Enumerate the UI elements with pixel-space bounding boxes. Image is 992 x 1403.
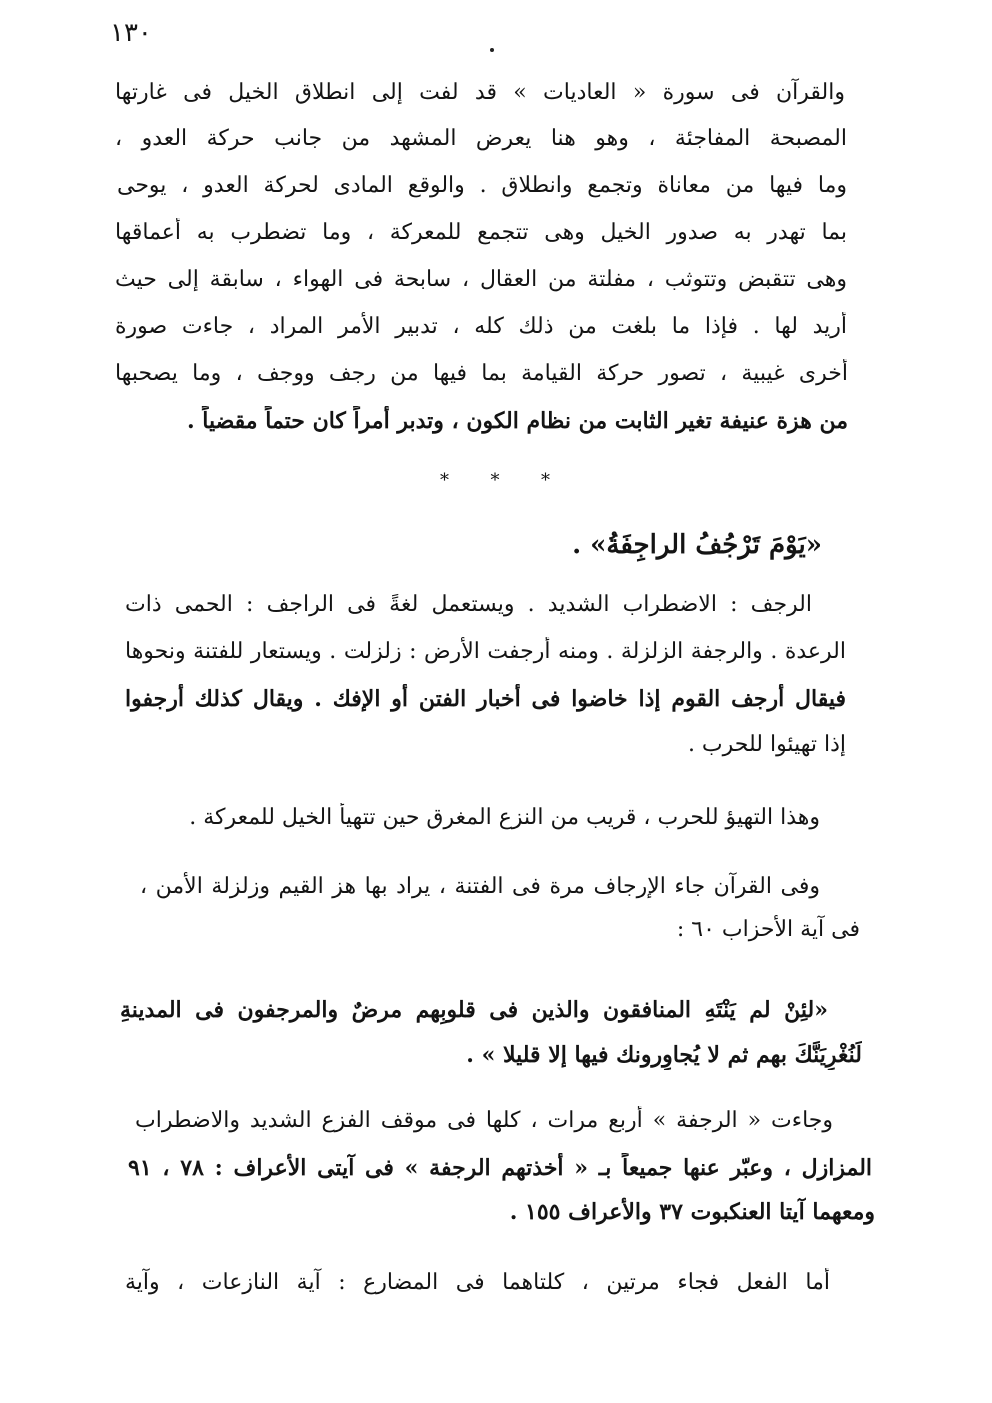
text-line: أما الفعل فجاء مرتين ، كلتاهما فى المضارع : آية النازعات ، وآية	[125, 1270, 830, 1295]
text-line: من هزة عنيفة تغير الثابت من نظام الكون ، وتدبر أمراً كان حتماً مقضياً .	[186, 408, 848, 434]
text-line: فيقال أرجف القوم إذا خاضوا فى أخبار الفتن أو الإفك . ويقال كذلك أرجفوا	[125, 686, 846, 712]
text-line: وجاءت « الرجفة » أربع مرات ، كلها فى موقف الفزع الشديد والاضطراب	[135, 1108, 833, 1133]
text-line: وفى القرآن جاء الإرجاف مرة فى الفتنة ، يراد بها هز القيم وزلزلة الأمن ،	[140, 874, 820, 899]
separator-star: *	[490, 470, 500, 491]
separator-star: *	[440, 470, 449, 491]
text-line: أريد لها . فإذا ما بلغت من ذلك كله ، تدبير الأمر المراد ، جاءت صورة	[115, 314, 847, 339]
text-line: ومعهما آيتا العنكبوت ٣٧ والأعراف ١٥٥ .	[509, 1199, 875, 1225]
text-line: وما فيها من معاناة وتجمع وانطلاق . والوقع المادى لحركة العدو ، يوحى	[117, 173, 847, 198]
text-line: والقرآن فى سورة « العاديات » قد لفت إلى انطلاق الخيل فى غارتها	[115, 80, 845, 105]
text-line: المصبحة المفاجئة ، وهو هنا يعرض المشهد من جانب حركة العدو ،	[115, 126, 847, 151]
text-line: المزازل ، وعبّر عنها جميعاً بـ « أخذتهم الرجفة » فى آيتى الأعراف : ٧٨ ، ٩١	[128, 1155, 872, 1181]
text-line: الرعدة . والرجفة الزلزلة . ومنه أرجفت الأرض : زلزلت . ويستعار للفتنة ونحوها	[125, 639, 846, 664]
text-line: إذا تهيئوا للحرب .	[687, 732, 846, 757]
verse-heading: «يَوْمَ تَرْجُفُ الراجِفَةُ» .	[572, 530, 822, 560]
text-line: وهى تتقبض وتتوثب ، مفلتة من العقال ، سابحة فى الهواء ، سابقة إلى حيث	[115, 267, 847, 292]
text-line: أخرى غيبية ، تصور حركة القيامة بما فيها من رجف ووجف ، وما يصحبها	[115, 361, 848, 386]
text-line: الرجف : الاضطراب الشديد . ويستعمل لغةً فى الراجف : الحمى ذات	[125, 592, 812, 617]
separator-star: *	[541, 470, 550, 491]
text-line: فى آية الأحزاب ٦٠ :	[676, 917, 860, 942]
verse-line: «لئِنْ لم يَنْتَهِ المنافقون والذين فى قلوبِهم مرضٌ والمرجفون فى المدينةِ	[120, 997, 828, 1023]
page-number: ١٣٠	[110, 18, 152, 48]
verse-line: لَنُغْرِيَنَّكَ بهم ثم لا يُجاوِرونك فيها إلا قليلا » .	[466, 1042, 862, 1068]
text-line: وهذا التهيؤ للحرب ، قريب من النزع المغرق حين تتهيأ الخيل للمعركة .	[189, 805, 820, 830]
section-separator	[440, 470, 550, 491]
ink-dot	[490, 48, 494, 52]
text-line: بما تهدر به صدور الخيل وهى تتجمع للمعركة ، وما تضطرب به أعماقها	[115, 220, 847, 245]
